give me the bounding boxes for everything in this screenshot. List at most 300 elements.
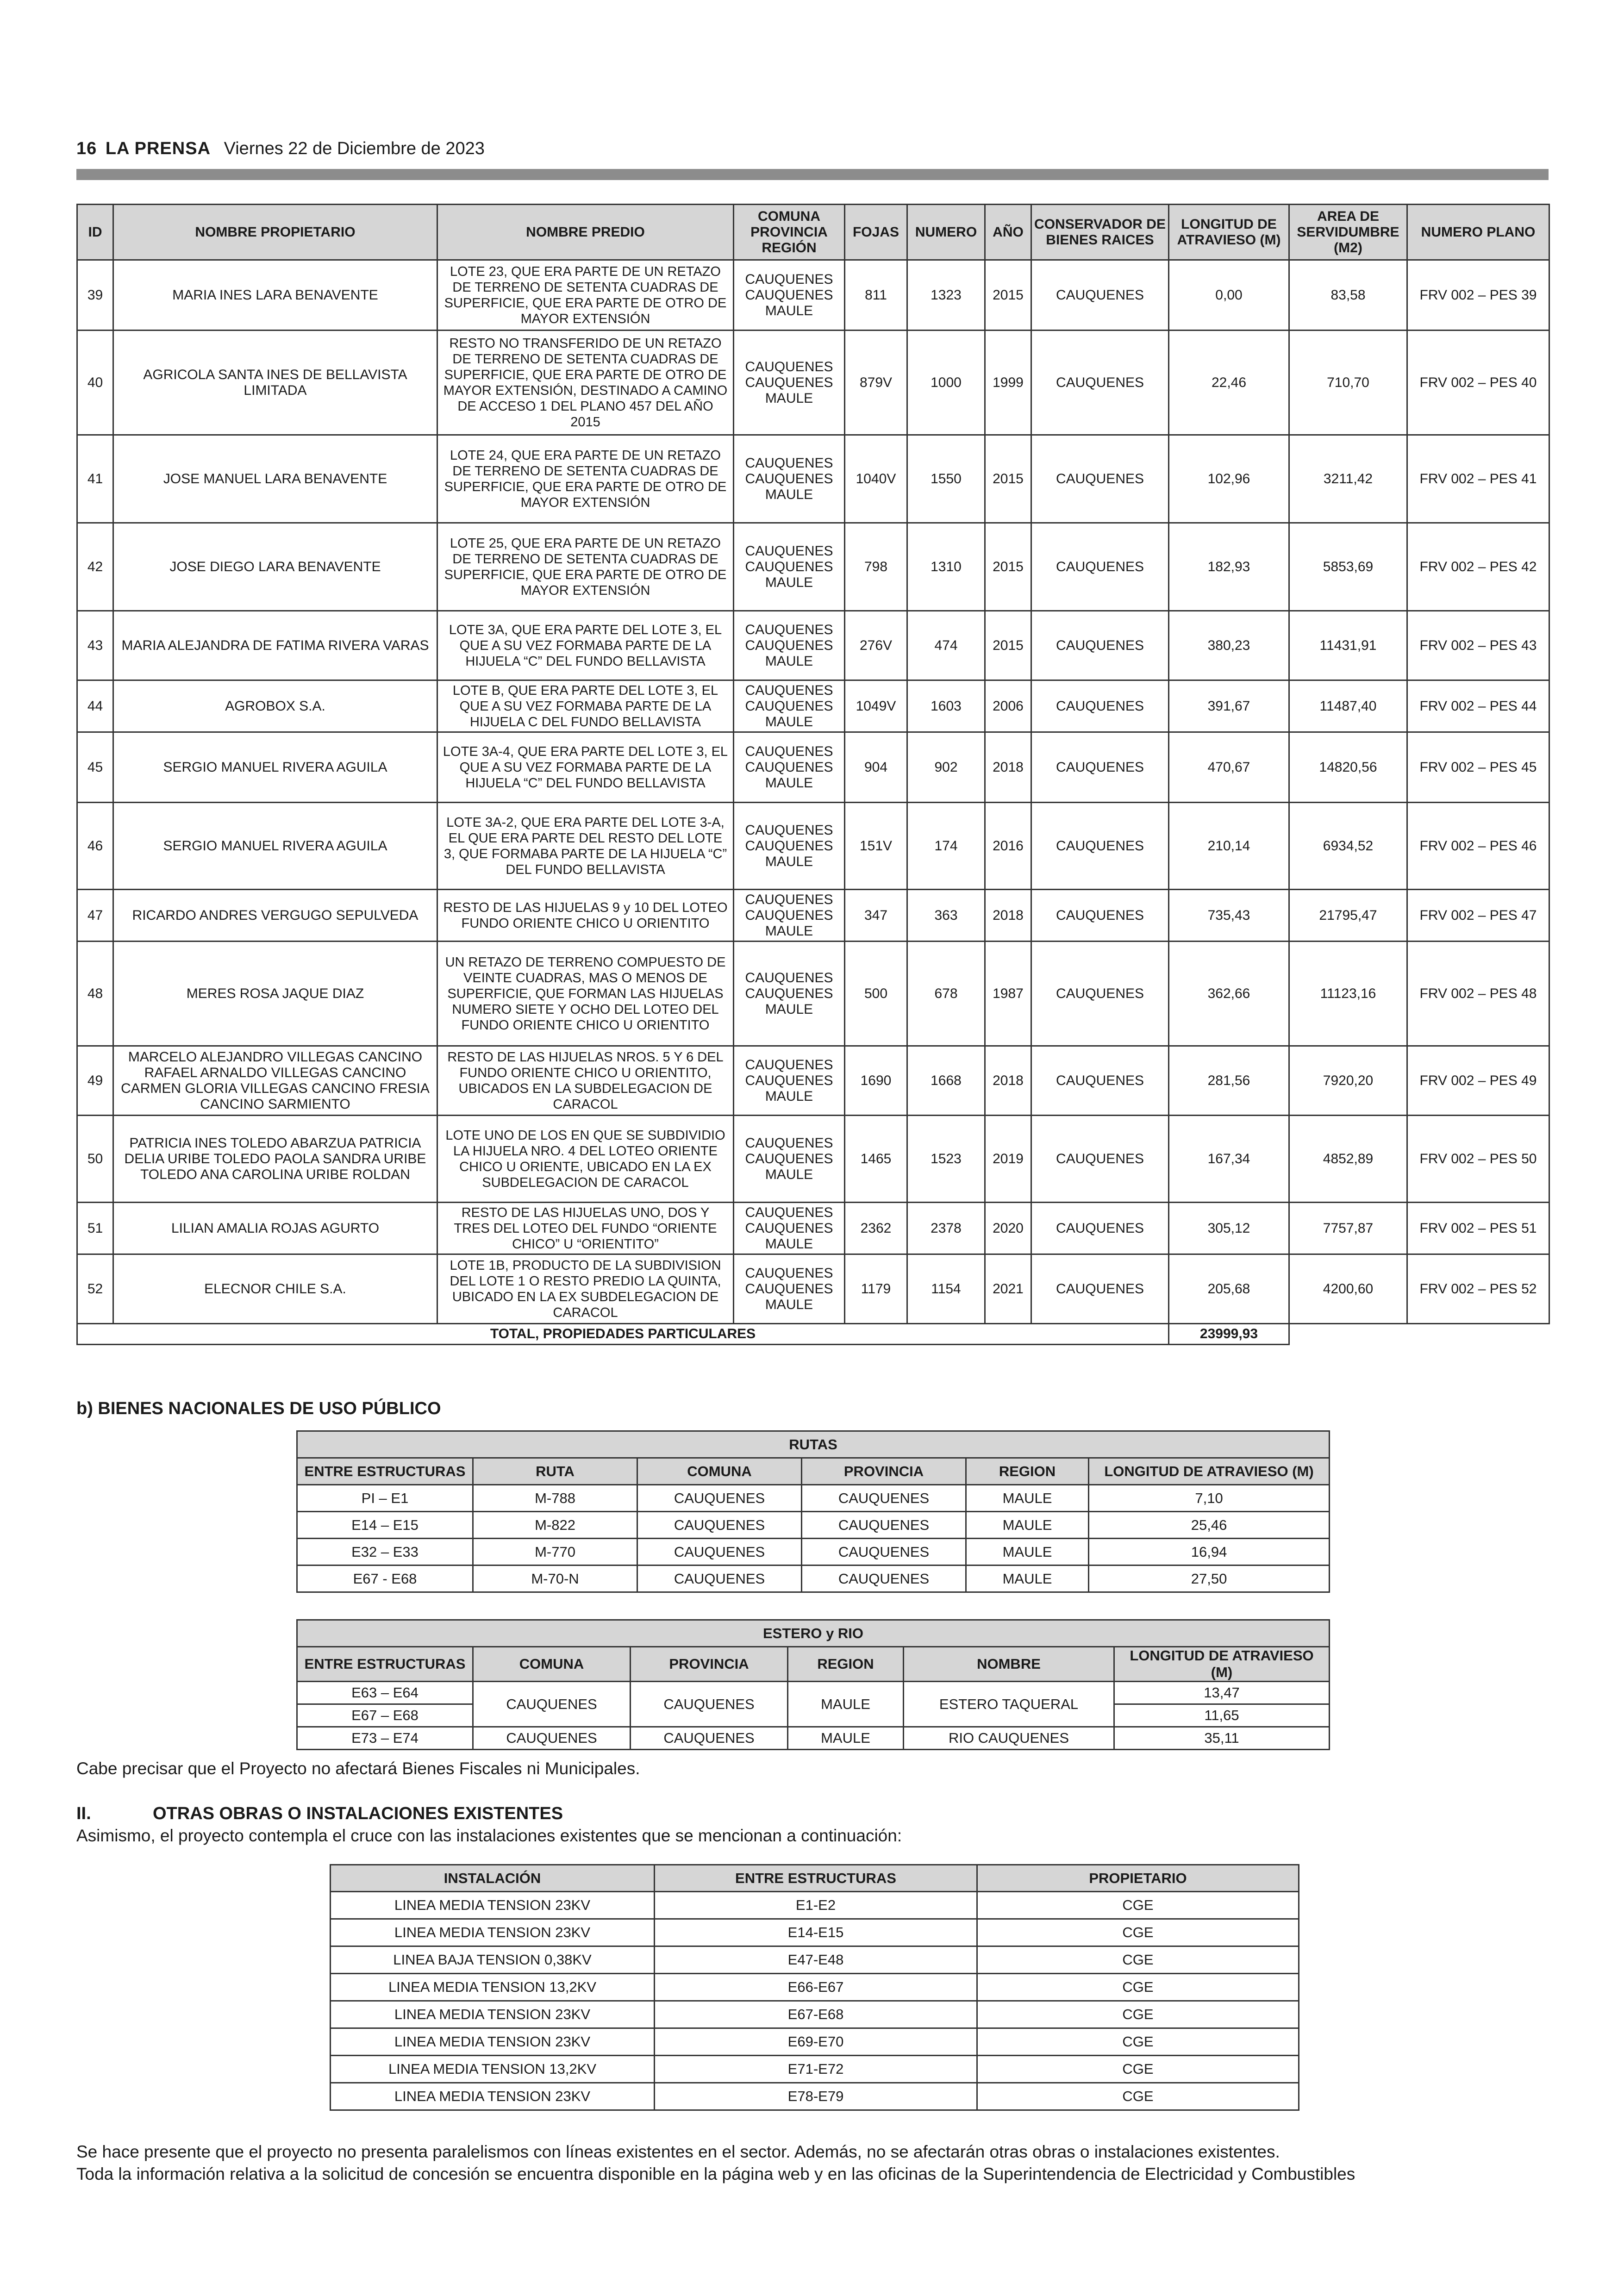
table-cell: LOTE 23, QUE ERA PARTE DE UN RETAZO DE TERRENO DE SETENTA CUADRAS DE SUPERFICIE, QUE ERA PARTE DE OTRO DE MAYOR EXTENSIÓN	[437, 260, 734, 331]
table-cell	[734, 890, 845, 942]
table-cell: 52	[77, 1254, 113, 1324]
location-region: MAULE	[765, 574, 813, 590]
table-cell: E14-E15	[655, 1919, 977, 1946]
table-cell: LOTE B, QUE ERA PARTE DEL LOTE 3, EL QUE A SU VEZ FORMABA PARTE DE LA HIJUELA C DEL FUNDO BELLAVISTA	[437, 680, 734, 732]
location-comuna: CAUQUENES	[745, 970, 833, 985]
location-comuna: CAUQUENES	[745, 543, 833, 559]
location-comuna: CAUQUENES	[745, 271, 833, 287]
table-cell: 1049V	[845, 680, 907, 732]
location-provincia: CAUQUENES	[745, 287, 833, 303]
table-cell: 904	[845, 732, 907, 803]
table-cell: 902	[907, 732, 985, 803]
location-region: MAULE	[765, 1088, 813, 1104]
table-cell: 276V	[845, 611, 907, 680]
table-cell: 2362	[845, 1203, 907, 1254]
table-cell: LINEA BAJA TENSION 0,38KV	[331, 1946, 655, 1974]
table-cell: M-788	[473, 1485, 637, 1512]
table-cell: CGE	[977, 1946, 1299, 1974]
table-cell: 2019	[985, 1116, 1031, 1203]
table-cell: MARIA ALEJANDRA DE FATIMA RIVERA VARAS	[113, 611, 437, 680]
table-cell: CAUQUENES	[1031, 1116, 1169, 1203]
location-region: MAULE	[765, 775, 813, 791]
table-cell: FRV 002 – PES 49	[1407, 1046, 1549, 1116]
table-cell: LOTE 25, QUE ERA PARTE DE UN RETAZO DE TERRENO DE SETENTA CUADRAS DE SUPERFICIE, QUE ERA PARTE DE OTRO DE MAYOR EXTENSIÓN	[437, 523, 734, 611]
location-region: MAULE	[765, 303, 813, 318]
table-cell: 1603	[907, 680, 985, 732]
location-provincia: CAUQUENES	[745, 1220, 833, 1236]
table-cell: LINEA MEDIA TENSION 13,2KV	[331, 2056, 655, 2083]
table-row	[331, 2028, 1299, 2056]
table-cell: E67 – E68	[297, 1704, 473, 1727]
table-cell: 11487,40	[1289, 680, 1407, 732]
table-cell: E66-E67	[655, 1974, 977, 2001]
table-cell: 500	[845, 942, 907, 1046]
header-cell: NUMERO PLANO	[1407, 205, 1549, 260]
table-row	[77, 1046, 1549, 1116]
table-cell: 205,68	[1169, 1254, 1289, 1324]
location-region: MAULE	[765, 923, 813, 939]
location-provincia: CAUQUENES	[745, 637, 833, 653]
table-cell: CAUQUENES	[637, 1512, 802, 1539]
table-cell	[734, 331, 845, 435]
table-cell: CGE	[977, 2083, 1299, 2110]
table-cell: CAUQUENES	[473, 1727, 631, 1750]
header-cell: ENTRE ESTRUCTURAS	[297, 1647, 473, 1682]
table-cell	[734, 1254, 845, 1324]
header-cell: FOJAS	[845, 205, 907, 260]
header-cell: NUMERO	[907, 205, 985, 260]
table-row	[331, 1974, 1299, 2001]
table-cell: 7920,20	[1289, 1046, 1407, 1116]
header-cell: ENTRE ESTRUCTURAS	[655, 1865, 977, 1892]
footer-line-2: Toda la información relativa a la solicitud de concesión se encuentra disponible en la página web y en las oficinas de la Superintendencia de Electricidad y Combustibles	[76, 2164, 1355, 2183]
blank-cell	[1289, 1324, 1549, 1345]
header-cell: COMUNA	[637, 1458, 802, 1485]
table-cell: 0,00	[1169, 260, 1289, 331]
table-cell: CAUQUENES	[631, 1727, 788, 1750]
table-cell: 210,14	[1169, 803, 1289, 890]
table-cell: LOTE 3A-2, QUE ERA PARTE DEL LOTE 3-A, EL QUE ERA PARTE DEL RESTO DEL LOTE 3, QUE FORMABA PARTE DE LA HIJUELA “C” DEL FUNDO BELLAVISTA	[437, 803, 734, 890]
table-cell: 25,46	[1089, 1512, 1330, 1539]
location-region: MAULE	[765, 714, 813, 730]
table-cell: 40	[77, 331, 113, 435]
table-row	[297, 1565, 1330, 1592]
table-cell: FRV 002 – PES 50	[1407, 1116, 1549, 1203]
table-cell: 1000	[907, 331, 985, 435]
table-row	[297, 1539, 1330, 1565]
table-cell: 363	[907, 890, 985, 942]
table-cell: CAUQUENES	[1031, 732, 1169, 803]
table-cell: JOSE DIEGO LARA BENAVENTE	[113, 523, 437, 611]
table-cell: LINEA MEDIA TENSION 13,2KV	[331, 1974, 655, 2001]
table-cell: FRV 002 – PES 48	[1407, 942, 1549, 1046]
table-row	[331, 2083, 1299, 2110]
table-row	[297, 1727, 1330, 1750]
table-cell	[734, 611, 845, 680]
table-cell: 2020	[985, 1203, 1031, 1254]
table-cell: UN RETAZO DE TERRENO COMPUESTO DE VEINTE CUADRAS, MAS O MENOS DE SUPERFICIE, QUE FORMAN LAS HIJUELAS NUMERO SIETE Y OCHO DEL LOTEO DEL FUNDO ORIENTE CHICO U ORIENTITO	[437, 942, 734, 1046]
total-label: TOTAL, PROPIEDADES PARTICULARES	[77, 1324, 1169, 1345]
table-cell: 102,96	[1169, 435, 1289, 523]
table-cell: 1550	[907, 435, 985, 523]
table-cell: 2016	[985, 803, 1031, 890]
table-cell: 11431,91	[1289, 611, 1407, 680]
table-cell: 13,47	[1114, 1682, 1330, 1704]
table-cell: CAUQUENES	[1031, 1203, 1169, 1254]
table-cell: 1323	[907, 260, 985, 331]
table-row	[331, 1892, 1299, 1919]
table-row	[331, 2001, 1299, 2028]
location-provincia: CAUQUENES	[745, 471, 833, 486]
table-cell: 2378	[907, 1203, 985, 1254]
table-cell: E32 – E33	[297, 1539, 473, 1565]
table-row	[331, 1946, 1299, 1974]
table-cell: CAUQUENES	[637, 1539, 802, 1565]
location-comuna: CAUQUENES	[745, 359, 833, 374]
table-cell: 710,70	[1289, 331, 1407, 435]
table-cell: LOTE 24, QUE ERA PARTE DE UN RETAZO DE TERRENO DE SETENTA CUADRAS DE SUPERFICIE, QUE ERA PARTE DE OTRO DE MAYOR EXTENSIÓN	[437, 435, 734, 523]
table-cell: CAUQUENES	[1031, 1046, 1169, 1116]
table-cell: CGE	[977, 1919, 1299, 1946]
table-cell: 42	[77, 523, 113, 611]
table-cell: 11123,16	[1289, 942, 1407, 1046]
table-row	[77, 331, 1549, 435]
section-ii-intro: Asimismo, el proyecto contempla el cruce con las instalaciones existentes que se mencionan a continuación:	[76, 1826, 902, 1845]
table-cell: 50	[77, 1116, 113, 1203]
table-cell: 1999	[985, 331, 1031, 435]
table-cell: E1-E2	[655, 1892, 977, 1919]
table-cell: E67 - E68	[297, 1565, 473, 1592]
location-comuna: CAUQUENES	[745, 455, 833, 471]
table-cell: MARCELO ALEJANDRO VILLEGAS CANCINO RAFAEL ARNALDO VILLEGAS CANCINO CARMEN GLORIA VILLEGAS CANCINO FRESIA CANCINO SARMIENTO	[113, 1046, 437, 1116]
table-cell: CAUQUENES	[1031, 680, 1169, 732]
table-cell: FRV 002 – PES 51	[1407, 1203, 1549, 1254]
table-cell: LOTE UNO DE LOS EN QUE SE SUBDIVIDIO LA HIJUELA NRO. 4 DEL LOTEO ORIENTE CHICO U ORIENTE, UBICADO EN LA EX SUBDELEGACION DE CARACOL	[437, 1116, 734, 1203]
table-cell: CAUQUENES	[473, 1682, 631, 1727]
table-cell: 151V	[845, 803, 907, 890]
location-comuna: CAUQUENES	[745, 1265, 833, 1281]
table-cell: 1465	[845, 1116, 907, 1203]
table-cell: LINEA MEDIA TENSION 23KV	[331, 2083, 655, 2110]
table-cell: RIO CAUQUENES	[904, 1727, 1114, 1750]
table-cell: MAULE	[966, 1485, 1089, 1512]
header-cell: NOMBRE PREDIO	[437, 205, 734, 260]
location-region: MAULE	[765, 1236, 813, 1252]
table-cell	[734, 435, 845, 523]
table-cell: AGROBOX S.A.	[113, 680, 437, 732]
header-cell: RUTA	[473, 1458, 637, 1485]
table-row	[297, 1512, 1330, 1539]
header-cell: NOMBRE PROPIETARIO	[113, 205, 437, 260]
table-cell: RESTO DE LAS HIJUELAS 9 y 10 DEL LOTEO FUNDO ORIENTE CHICO U ORIENTITO	[437, 890, 734, 942]
table-cell: E78-E79	[655, 2083, 977, 2110]
table-cell: 7757,87	[1289, 1203, 1407, 1254]
table-cell: 46	[77, 803, 113, 890]
table-cell: 49	[77, 1046, 113, 1116]
table-cell: 2018	[985, 1046, 1031, 1116]
header-rule	[76, 169, 1549, 180]
table-row	[297, 1682, 1330, 1704]
table-row	[77, 890, 1549, 942]
footer-line-1: Se hace presente que el proyecto no presenta paralelismos con líneas existentes en el sector. Además, no se afectarán otras obras o instalaciones existentes.	[76, 2142, 1280, 2161]
location-comuna: CAUQUENES	[745, 622, 833, 637]
table-cell: 879V	[845, 331, 907, 435]
table-cell: FRV 002 – PES 43	[1407, 611, 1549, 680]
table-cell: 2015	[985, 523, 1031, 611]
table-cell: LOTE 3A-4, QUE ERA PARTE DEL LOTE 3, EL QUE A SU VEZ FORMABA PARTE DE LA HIJUELA “C” DEL FUNDO BELLAVISTA	[437, 732, 734, 803]
table-cell: 48	[77, 942, 113, 1046]
table-cell: RICARDO ANDRES VERGUGO SEPULVEDA	[113, 890, 437, 942]
table-row	[77, 680, 1549, 732]
table-cell: 11,65	[1114, 1704, 1330, 1727]
table-cell: 16,94	[1089, 1539, 1330, 1565]
table-cell: 35,11	[1114, 1727, 1330, 1750]
note-fiscal: Cabe precisar que el Proyecto no afectará Bienes Fiscales ni Municipales.	[76, 1759, 640, 1778]
table-cell: E71-E72	[655, 2056, 977, 2083]
table-cell: 39	[77, 260, 113, 331]
table-cell: E69-E70	[655, 2028, 977, 2056]
header-cell: LONGITUD DE ATRAVIESO (M)	[1169, 205, 1289, 260]
table-cell: CAUQUENES	[802, 1565, 966, 1592]
table-cell: SERGIO MANUEL RIVERA AGUILA	[113, 803, 437, 890]
rutas-caption: RUTAS	[297, 1431, 1330, 1458]
table-row	[77, 803, 1549, 890]
table-cell: ESTERO TAQUERAL	[904, 1682, 1114, 1727]
table-cell: 735,43	[1169, 890, 1289, 942]
total-row	[77, 1324, 1549, 1345]
table-cell: FRV 002 – PES 45	[1407, 732, 1549, 803]
header-cell: INSTALACIÓN	[331, 1865, 655, 1892]
page-number: 16	[76, 139, 97, 158]
table-row	[77, 1203, 1549, 1254]
location-comuna: CAUQUENES	[745, 1135, 833, 1151]
location-comuna: CAUQUENES	[745, 682, 833, 698]
table-cell	[734, 1046, 845, 1116]
location-provincia: CAUQUENES	[745, 907, 833, 923]
rutas-caption-row	[297, 1431, 1330, 1458]
table-cell: SERGIO MANUEL RIVERA AGUILA	[113, 732, 437, 803]
header-cell: REGION	[966, 1458, 1089, 1485]
table-cell: 7,10	[1089, 1485, 1330, 1512]
location-provincia: CAUQUENES	[745, 1281, 833, 1297]
table-row	[297, 1485, 1330, 1512]
table-cell: CAUQUENES	[802, 1539, 966, 1565]
table-cell: 21795,47	[1289, 890, 1407, 942]
table-cell: CGE	[977, 1974, 1299, 2001]
table-cell: 41	[77, 435, 113, 523]
table-cell: 347	[845, 890, 907, 942]
publication-name: LA PRENSA	[105, 139, 211, 158]
table-cell: M-770	[473, 1539, 637, 1565]
table-cell: MARIA INES LARA BENAVENTE	[113, 260, 437, 331]
table-cell: 1987	[985, 942, 1031, 1046]
table-cell: 44	[77, 680, 113, 732]
table-cell: MERES ROSA JAQUE DIAZ	[113, 942, 437, 1046]
section-ii-title: OTRAS OBRAS O INSTALACIONES EXISTENTES	[153, 1804, 563, 1823]
table-cell: 51	[77, 1203, 113, 1254]
header-cell: AÑO	[985, 205, 1031, 260]
table-cell: RESTO DE LAS HIJUELAS NROS. 5 Y 6 DEL FUNDO ORIENTE CHICO U ORIENTITO, UBICADOS EN LA SUBDELEGACION DE CARACOL	[437, 1046, 734, 1116]
table-cell: 798	[845, 523, 907, 611]
table-cell: 391,67	[1169, 680, 1289, 732]
table-cell: CAUQUENES	[631, 1682, 788, 1727]
instalaciones-table	[330, 1864, 1299, 2111]
table-cell: RESTO NO TRANSFERIDO DE UN RETAZO DE TERRENO DE SETENTA CUADRAS DE SUPERFICIE, QUE ERA PARTE DE OTRO DE MAYOR EXTENSIÓN, DESTINADO A CAMINO DE ACCESO 1 DEL PLANO 457 DEL AÑO 2015	[437, 331, 734, 435]
table-cell: FRV 002 – PES 42	[1407, 523, 1549, 611]
table-row	[77, 1254, 1549, 1324]
table-cell: FRV 002 – PES 40	[1407, 331, 1549, 435]
location-region: MAULE	[765, 1297, 813, 1312]
table-cell: 3211,42	[1289, 435, 1407, 523]
table-cell: 4200,60	[1289, 1254, 1407, 1324]
table-cell	[734, 942, 845, 1046]
table-cell: FRV 002 – PES 47	[1407, 890, 1549, 942]
location-provincia: CAUQUENES	[745, 1073, 833, 1088]
table-cell: 167,34	[1169, 1116, 1289, 1203]
table-cell: MAULE	[966, 1512, 1089, 1539]
rutas-header-row	[297, 1458, 1330, 1485]
table-cell: FRV 002 – PES 41	[1407, 435, 1549, 523]
table-row	[77, 611, 1549, 680]
table-cell: LILIAN AMALIA ROJAS AGURTO	[113, 1203, 437, 1254]
location-region: MAULE	[765, 1001, 813, 1017]
table-cell: 14820,56	[1289, 732, 1407, 803]
table-cell: LOTE 1B, PRODUCTO DE LA SUBDIVISION DEL LOTE 1 O RESTO PREDIO LA QUINTA, UBICADO EN LA EX SUBDELEGACION DE CARACOL	[437, 1254, 734, 1324]
table-cell: MAULE	[966, 1565, 1089, 1592]
table-row	[331, 1919, 1299, 1946]
header-cell: ENTRE ESTRUCTURAS	[297, 1458, 473, 1485]
location-provincia: CAUQUENES	[745, 985, 833, 1001]
table-cell: MAULE	[966, 1539, 1089, 1565]
table-cell: MAULE	[788, 1727, 904, 1750]
table-cell: 380,23	[1169, 611, 1289, 680]
table-cell	[734, 523, 845, 611]
header-cell: COMUNA	[473, 1647, 631, 1682]
table-cell: CAUQUENES	[637, 1485, 802, 1512]
table-cell: AGRICOLA SANTA INES DE BELLAVISTA LIMITADA	[113, 331, 437, 435]
table-cell: 6934,52	[1289, 803, 1407, 890]
table-cell: LOTE 3A, QUE ERA PARTE DEL LOTE 3, EL QUE A SU VEZ FORMABA PARTE DE LA HIJUELA “C” DEL FUNDO BELLAVISTA	[437, 611, 734, 680]
table-cell: RESTO DE LAS HIJUELAS UNO, DOS Y TRES DEL LOTEO DEL FUNDO “ORIENTE CHICO” U “ORIENTITO”	[437, 1203, 734, 1254]
location-provincia: CAUQUENES	[745, 838, 833, 854]
header-cell: ID	[77, 205, 113, 260]
table-cell: CGE	[977, 2028, 1299, 2056]
location-provincia: CAUQUENES	[745, 374, 833, 390]
table-row	[77, 1116, 1549, 1203]
header-cell: REGION	[788, 1647, 904, 1682]
location-comuna: CAUQUENES	[745, 892, 833, 907]
table-cell: 43	[77, 611, 113, 680]
masthead	[76, 139, 485, 159]
table-cell: CAUQUENES	[1031, 803, 1169, 890]
total-value: 23999,93	[1169, 1324, 1289, 1345]
header-cell: CONSERVADOR DE BIENES RAICES	[1031, 205, 1169, 260]
table-row	[77, 260, 1549, 331]
table-cell: 1310	[907, 523, 985, 611]
table-cell: E67-E68	[655, 2001, 977, 2028]
table-cell: CGE	[977, 1892, 1299, 1919]
location-comuna: CAUQUENES	[745, 1057, 833, 1073]
location-region: MAULE	[765, 653, 813, 669]
table-cell: LINEA MEDIA TENSION 23KV	[331, 1892, 655, 1919]
table-cell: 1523	[907, 1116, 985, 1203]
table-cell: LINEA MEDIA TENSION 23KV	[331, 2001, 655, 2028]
header-cell: PROVINCIA	[631, 1647, 788, 1682]
table-cell: 2021	[985, 1254, 1031, 1324]
section-ii-heading	[76, 1804, 563, 1824]
header-cell: AREA DE SERVIDUMBRE (M2)	[1289, 205, 1407, 260]
header-cell: PROVINCIA	[802, 1458, 966, 1485]
table-cell: 2018	[985, 732, 1031, 803]
estero-caption: ESTERO y RIO	[297, 1620, 1330, 1647]
estero-table	[296, 1619, 1330, 1750]
estero-header-row	[297, 1647, 1330, 1682]
table-cell: PI – E1	[297, 1485, 473, 1512]
table-row	[77, 523, 1549, 611]
table-cell: CAUQUENES	[1031, 890, 1169, 942]
location-region: MAULE	[765, 486, 813, 502]
location-provincia: CAUQUENES	[745, 559, 833, 574]
table-cell: CAUQUENES	[1031, 942, 1169, 1046]
table-cell: MAULE	[788, 1682, 904, 1727]
table-cell: M-822	[473, 1512, 637, 1539]
table-row	[331, 2056, 1299, 2083]
table-cell: 4852,89	[1289, 1116, 1407, 1203]
header-cell: COMUNA PROVINCIA REGIÓN	[734, 205, 845, 260]
location-region: MAULE	[765, 1166, 813, 1182]
table-cell: 1690	[845, 1046, 907, 1116]
location-region: MAULE	[765, 390, 813, 406]
table-row	[77, 942, 1549, 1046]
table-cell: 2015	[985, 435, 1031, 523]
table-cell: E63 – E64	[297, 1682, 473, 1704]
table-cell: 27,50	[1089, 1565, 1330, 1592]
table-cell: 47	[77, 890, 113, 942]
header-cell: NOMBRE	[904, 1647, 1114, 1682]
table-cell: 2015	[985, 611, 1031, 680]
table-cell: PATRICIA INES TOLEDO ABARZUA PATRICIA DELIA URIBE TOLEDO PAOLA SANDRA URIBE TOLEDO ANA CAROLINA URIBE ROLDAN	[113, 1116, 437, 1203]
table-cell: 305,12	[1169, 1203, 1289, 1254]
instalaciones-header-row	[331, 1865, 1299, 1892]
table-cell: CAUQUENES	[802, 1485, 966, 1512]
table-cell: CGE	[977, 2001, 1299, 2028]
table-cell: CGE	[977, 2056, 1299, 2083]
table-cell	[734, 1203, 845, 1254]
header-cell: LONGITUD DE ATRAVIESO (M)	[1089, 1458, 1330, 1485]
table-cell	[734, 1116, 845, 1203]
table-cell: LINEA MEDIA TENSION 23KV	[331, 1919, 655, 1946]
table-cell: CAUQUENES	[1031, 260, 1169, 331]
table-cell: 678	[907, 942, 985, 1046]
location-region: MAULE	[765, 854, 813, 869]
table-cell: 470,67	[1169, 732, 1289, 803]
rutas-table	[296, 1430, 1330, 1593]
table-cell: CAUQUENES	[802, 1512, 966, 1539]
table-cell: 2006	[985, 680, 1031, 732]
location-comuna: CAUQUENES	[745, 743, 833, 759]
table-cell	[734, 803, 845, 890]
table-cell	[734, 732, 845, 803]
table-cell: 182,93	[1169, 523, 1289, 611]
publication-date: Viernes 22 de Diciembre de 2023	[224, 139, 485, 158]
section-ii-number: II.	[76, 1804, 91, 1823]
table-cell: ELECNOR CHILE S.A.	[113, 1254, 437, 1324]
table-cell: 5853,69	[1289, 523, 1407, 611]
table-cell: 281,56	[1169, 1046, 1289, 1116]
table-cell: 1668	[907, 1046, 985, 1116]
table-cell: 174	[907, 803, 985, 890]
location-provincia: CAUQUENES	[745, 759, 833, 775]
